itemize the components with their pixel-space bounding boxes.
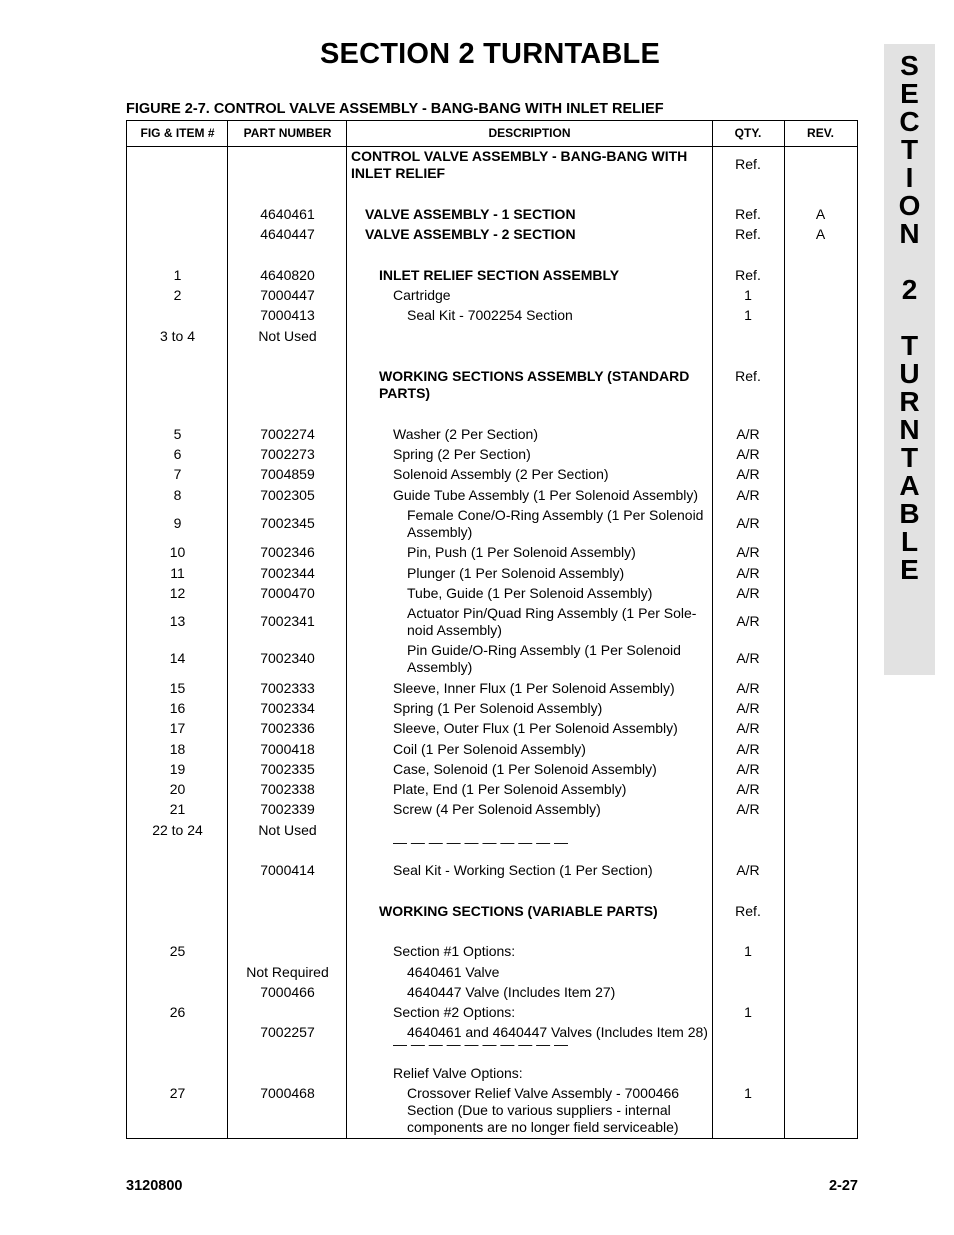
part-number-cell: 7002257 — [260, 1024, 315, 1040]
description-cell: VALVE ASSEMBLY - 2 SECTION — [365, 226, 576, 242]
section-side-tab — [884, 44, 935, 675]
table-row — [127, 267, 857, 284]
fig-item-cell: 16 — [169, 700, 186, 716]
fig-item-cell: 3 to 4 — [159, 328, 196, 344]
description-cell: Section #1 Options: — [393, 943, 516, 959]
fig-item-cell: 18 — [169, 741, 186, 757]
qty-cell: Ref. — [735, 226, 761, 242]
page-title: SECTION 2 TURNTABLE — [320, 38, 660, 70]
description-cell: Cartridge — [393, 287, 451, 303]
qty-cell: A/R — [736, 544, 760, 560]
part-number-cell: 7002305 — [260, 487, 315, 503]
table-row — [127, 700, 857, 717]
side-tab-letter: N — [899, 414, 920, 445]
description-cell: WORKING SECTIONS (VARIABLE PARTS) — [379, 903, 658, 919]
part-number-cell: 7002345 — [260, 515, 315, 531]
header-divider — [127, 146, 857, 147]
part-number-cell: 7002274 — [260, 426, 315, 442]
side-tab-letter: 2 — [901, 274, 918, 305]
table-row — [127, 741, 857, 758]
figure-title: FIGURE 2-7. CONTROL VALVE ASSEMBLY - BANG-BANG WITH INLET RELIEF — [126, 101, 664, 117]
part-number-cell: 7004859 — [260, 466, 315, 482]
qty-cell: 1 — [744, 1004, 752, 1020]
qty-cell: A/R — [736, 781, 760, 797]
table-row — [127, 834, 857, 851]
table-row — [127, 368, 857, 401]
table-row — [127, 1065, 857, 1082]
part-number-cell: Not Used — [258, 822, 317, 838]
table-row — [127, 642, 857, 676]
description-cell: Tube, Guide (1 Per Solenoid Assembly) — [407, 585, 653, 601]
description-cell: Seal Kit - Working Section (1 Per Section) — [393, 862, 653, 878]
part-number-cell: 7000418 — [260, 741, 315, 757]
fig-item-cell: 14 — [169, 650, 186, 666]
qty-cell: A/R — [736, 487, 760, 503]
header-qty: QTY. — [734, 126, 762, 140]
table-row — [127, 487, 857, 504]
fig-item-cell: 25 — [169, 943, 186, 959]
part-number-cell: 7000413 — [260, 307, 315, 323]
fig-item-cell: 21 — [169, 801, 186, 817]
qty-cell: Ref. — [735, 903, 761, 919]
fig-item-cell: 11 — [170, 565, 185, 581]
description-cell: Pin, Push (1 Per Solenoid Assembly) — [407, 544, 636, 560]
description-cell: — — — — — — — — — — — [393, 834, 569, 850]
qty-cell: A/R — [736, 761, 760, 777]
description-cell: Crossover Relief Valve Assembly - 7000466 Section (Due to various suppliers - internal components are no longer field serviceable) — [407, 1085, 680, 1135]
description-cell: Screw (4 Per Solenoid Assembly) — [393, 801, 601, 817]
fig-item-cell: 22 to 24 — [152, 822, 203, 838]
side-tab-letter: T — [900, 330, 919, 361]
qty-cell: 1 — [744, 307, 752, 323]
part-number-cell: Not Used — [258, 328, 317, 344]
description-cell: Female Cone/O-Ring Assembly (1 Per Solenoid Assembly) — [407, 507, 704, 540]
part-number-cell: 4640461 — [260, 206, 315, 222]
part-number-cell: 7000414 — [260, 862, 315, 878]
part-number-cell: 7002273 — [260, 446, 315, 462]
description-cell: Plate, End (1 Per Solenoid Assembly) — [393, 781, 627, 797]
parts-table — [126, 120, 858, 1139]
table-row — [127, 862, 857, 879]
qty-cell: 1 — [744, 1085, 752, 1101]
table-row — [127, 605, 857, 639]
fig-item-cell: 5 — [173, 426, 182, 442]
qty-cell: A/R — [736, 720, 760, 736]
side-tab-letters — [884, 52, 935, 584]
table-row — [127, 148, 857, 182]
rev-cell: A — [815, 206, 826, 222]
side-tab-letter: U — [899, 358, 920, 389]
side-tab-letter: O — [898, 190, 921, 221]
description-cell: 4640461 Valve — [407, 964, 500, 980]
header-rev: REV. — [807, 126, 834, 140]
qty-cell: A/R — [736, 650, 760, 666]
description-cell: Section #2 Options: — [393, 1004, 516, 1020]
qty-cell: A/R — [736, 862, 760, 878]
part-number-cell: 7002339 — [260, 801, 315, 817]
qty-cell: 1 — [744, 943, 752, 959]
description-cell: CONTROL VALVE ASSEMBLY - BANG-BANG WITH INLET RELIEF — [351, 148, 688, 181]
header-description: DESCRIPTION — [488, 126, 571, 140]
qty-cell: Ref. — [735, 156, 761, 172]
fig-item-cell: 10 — [169, 544, 186, 560]
side-tab-letter: T — [900, 442, 919, 473]
qty-cell: 1 — [744, 287, 752, 303]
side-tab-letter: E — [900, 554, 919, 585]
table-row — [127, 328, 857, 345]
table-row — [127, 287, 857, 304]
description-cell: Guide Tube Assembly (1 Per Solenoid Assembly) — [393, 487, 699, 503]
fig-item-cell: 12 — [169, 585, 186, 601]
table-row — [127, 565, 857, 582]
fig-item-cell: 17 — [169, 720, 186, 736]
table-row — [127, 446, 857, 463]
description-cell: VALVE ASSEMBLY - 1 SECTION — [365, 206, 576, 222]
description-cell: Solenoid Assembly (2 Per Section) — [393, 466, 609, 482]
description-cell: Plunger (1 Per Solenoid Assembly) — [407, 565, 625, 581]
table-row — [127, 206, 857, 223]
qty-cell: A/R — [736, 565, 760, 581]
table-row — [127, 1004, 857, 1021]
table-row — [127, 964, 857, 981]
qty-cell: A/R — [736, 515, 760, 531]
part-number-cell: 7002333 — [260, 680, 315, 696]
fig-item-cell: 19 — [169, 761, 186, 777]
table-row — [127, 781, 857, 798]
table-row — [127, 1036, 857, 1053]
table-row — [127, 226, 857, 243]
table-row — [127, 426, 857, 443]
description-cell: 4640447 Valve (Includes Item 27) — [407, 984, 616, 1000]
header-fig-item: FIG & ITEM # — [140, 126, 215, 140]
table-row — [127, 544, 857, 561]
qty-cell: A/R — [736, 801, 760, 817]
fig-item-cell: 6 — [173, 446, 182, 462]
fig-item-cell: 27 — [169, 1085, 186, 1101]
description-cell: INLET RELIEF SECTION ASSEMBLY — [379, 267, 620, 283]
fig-item-cell: 2 — [173, 287, 182, 303]
part-number-cell: 7002338 — [260, 781, 315, 797]
side-tab-letter: T — [900, 134, 919, 165]
qty-cell: A/R — [736, 446, 760, 462]
part-number-cell: 7000447 — [260, 287, 315, 303]
fig-item-cell: 26 — [169, 1004, 186, 1020]
document-number: 3120800 — [126, 1178, 183, 1194]
part-number-cell: 7002340 — [260, 650, 315, 666]
fig-item-cell: 9 — [173, 515, 182, 531]
side-tab-letter: A — [899, 470, 920, 501]
qty-cell: A/R — [736, 426, 760, 442]
part-number-cell: 7002336 — [260, 720, 315, 736]
qty-cell: Ref. — [735, 267, 761, 283]
description-cell: Relief Valve Options: — [393, 1065, 523, 1081]
description-cell: 4640461 and 4640447 Valves (Includes Item 28) — [407, 1024, 708, 1040]
part-number-cell: 7002334 — [260, 700, 315, 716]
description-cell: Coil (1 Per Solenoid Assembly) — [393, 741, 586, 757]
description-cell: Pin Guide/O-Ring Assembly (1 Per Solenoid Assembly) — [407, 642, 681, 675]
table-row — [127, 761, 857, 778]
side-tab-letter: L — [900, 526, 919, 557]
description-cell: Case, Solenoid (1 Per Solenoid Assembly) — [393, 761, 657, 777]
side-tab-letter: N — [899, 218, 920, 249]
page-number: 2-27 — [828, 1178, 858, 1194]
table-row — [127, 903, 857, 920]
table-row — [127, 943, 857, 960]
part-number-cell: 7000466 — [260, 984, 315, 1000]
table-row — [127, 720, 857, 737]
part-number-cell: 7002346 — [260, 544, 315, 560]
qty-cell: A/R — [736, 466, 760, 482]
table-row — [127, 585, 857, 602]
part-number-cell: 4640447 — [260, 226, 315, 242]
part-number-cell: 7002335 — [260, 761, 315, 777]
part-number-cell: Not Required — [246, 964, 329, 980]
description-cell: — — — — — — — — — — — [393, 1036, 569, 1052]
description-cell: Spring (2 Per Section) — [393, 446, 531, 462]
description-cell: Spring (1 Per Solenoid Assembly) — [393, 700, 603, 716]
table-row — [127, 466, 857, 483]
fig-item-cell: 7 — [173, 466, 182, 482]
qty-cell: A/R — [736, 680, 760, 696]
fig-item-cell: 20 — [169, 781, 186, 797]
description-cell: Sleeve, Outer Flux (1 Per Solenoid Assembly) — [393, 720, 678, 736]
part-number-cell: 7000468 — [260, 1085, 315, 1101]
header-part-number: PART NUMBER — [243, 126, 332, 140]
description-cell: Sleeve, Inner Flux (1 Per Solenoid Assembly) — [393, 680, 675, 696]
description-cell: Seal Kit - 7002254 Section — [407, 307, 573, 323]
side-tab-letter: B — [899, 498, 920, 529]
description-cell: WORKING SECTIONS ASSEMBLY (STANDARD PARTS) — [379, 368, 690, 401]
description-cell: Washer (2 Per Section) — [393, 426, 538, 442]
qty-cell: A/R — [736, 741, 760, 757]
fig-item-cell: 1 — [173, 267, 182, 283]
table-row — [127, 507, 857, 541]
table-row — [127, 984, 857, 1001]
table-row — [127, 680, 857, 697]
fig-item-cell: 8 — [173, 487, 182, 503]
side-tab-letter: E — [900, 78, 919, 109]
qty-cell: Ref. — [735, 206, 761, 222]
fig-item-cell: 15 — [169, 680, 186, 696]
part-number-cell: 7002341 — [260, 613, 315, 629]
qty-cell: Ref. — [735, 368, 761, 384]
rev-cell: A — [815, 226, 826, 242]
qty-cell: A/R — [736, 585, 760, 601]
table-row — [127, 1085, 857, 1136]
table-row — [127, 307, 857, 324]
side-tab-letter: S — [900, 50, 919, 81]
part-number-cell: 7000470 — [260, 585, 315, 601]
qty-cell: A/R — [736, 613, 760, 629]
part-number-cell: 7002344 — [260, 565, 315, 581]
qty-cell: A/R — [736, 700, 760, 716]
side-tab-letter: I — [905, 162, 914, 193]
side-tab-letter: R — [899, 386, 920, 417]
description-cell: Actuator Pin/Quad Ring Assembly (1 Per Sole-noid Assembly) — [407, 605, 697, 638]
part-number-cell: 4640820 — [260, 267, 315, 283]
table-row — [127, 801, 857, 818]
side-tab-letter: C — [899, 106, 920, 137]
fig-item-cell: 13 — [169, 613, 186, 629]
